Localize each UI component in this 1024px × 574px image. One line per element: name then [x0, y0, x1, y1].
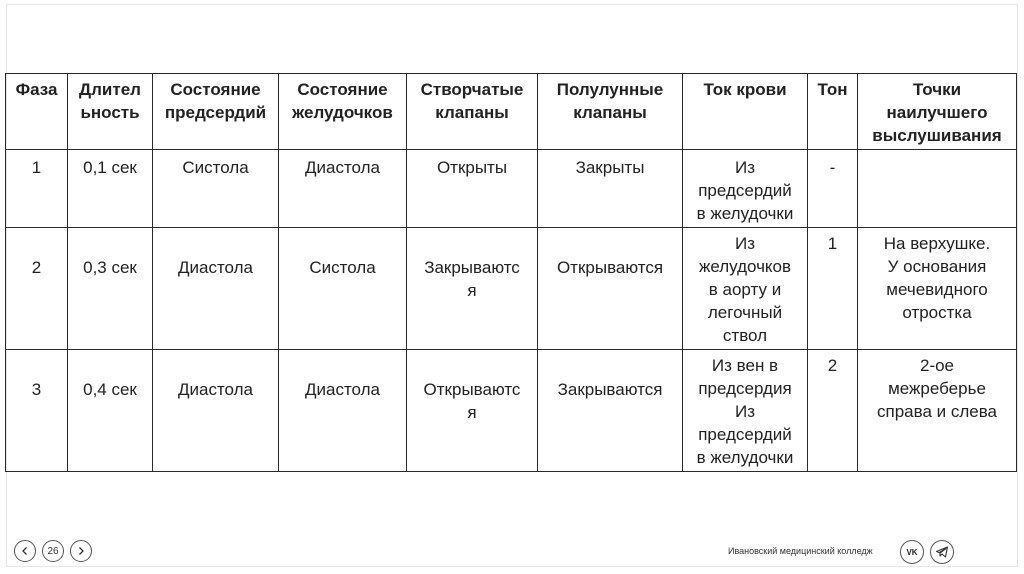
cell-ventricles: Диастола	[279, 350, 407, 472]
header-phase: Фаза	[6, 74, 68, 150]
cell-semilunar: Открываются	[538, 228, 683, 350]
header-auscultation-points: Точки наилучшего выслушивания	[858, 74, 1017, 150]
next-slide-button[interactable]	[70, 540, 92, 562]
cell-blood-flow: Из предсердий в желудочки	[683, 150, 808, 228]
cell-atria: Диастола	[153, 350, 279, 472]
header-tone: Тон	[808, 74, 858, 150]
cell-tone: -	[808, 150, 858, 228]
slide-navigation	[14, 540, 92, 562]
table-row	[6, 350, 1017, 472]
cardiac-cycle-table	[5, 73, 1017, 472]
header-blood-flow: Ток крови	[683, 74, 808, 150]
cell-atria: Систола	[153, 150, 279, 228]
table-row	[6, 228, 1017, 350]
cell-blood-flow: Из желудочков в аорту и легочный ствол	[683, 228, 808, 350]
header-atria-state: Состояние предсердий	[153, 74, 279, 150]
cell-semilunar: Закрыты	[538, 150, 683, 228]
page-number: 26	[42, 540, 64, 562]
cell-tone: 2	[808, 350, 858, 472]
cell-av-valves: Открыты	[407, 150, 538, 228]
header-av-valves: Створчатые клапаны	[407, 74, 538, 150]
telegram-icon	[935, 545, 949, 559]
cell-semilunar: Закрываются	[538, 350, 683, 472]
cell-ventricles: Систола	[279, 228, 407, 350]
chevron-right-icon	[76, 546, 86, 556]
header-semilunar-valves: Полулунные клапаны	[538, 74, 683, 150]
cell-blood-flow: Из вен в предсердия Из предсердий в желудочки	[683, 350, 808, 472]
cell-tone: 1	[808, 228, 858, 350]
cell-duration: 0,4 сек	[68, 350, 153, 472]
cell-phase: 3	[6, 350, 68, 472]
table-row	[6, 150, 1017, 228]
cell-points	[858, 150, 1017, 228]
chevron-left-icon	[20, 546, 30, 556]
cell-av-valves: Открываютс я	[407, 350, 538, 472]
cell-atria: Диастола	[153, 228, 279, 350]
cell-points: 2-ое межреберье справа и слева	[858, 350, 1017, 472]
cell-points: На верхушке. У основания мечевидного отростка	[858, 228, 1017, 350]
header-ventricles-state: Состояние желудочков	[279, 74, 407, 150]
vk-icon: VK	[906, 547, 918, 557]
cell-phase: 1	[6, 150, 68, 228]
telegram-share-button[interactable]	[930, 540, 954, 564]
cell-ventricles: Диастола	[279, 150, 407, 228]
cell-av-valves: Закрываютс я	[407, 228, 538, 350]
cell-duration: 0,3 сек	[68, 228, 153, 350]
cell-duration: 0,1 сек	[68, 150, 153, 228]
college-name: Ивановский медицинский колледж	[728, 546, 873, 556]
header-duration: Длител ьность	[68, 74, 153, 150]
table-header-row	[6, 74, 1017, 150]
cell-phase: 2	[6, 228, 68, 350]
prev-slide-button[interactable]	[14, 540, 36, 562]
vk-share-button[interactable]	[900, 540, 924, 564]
